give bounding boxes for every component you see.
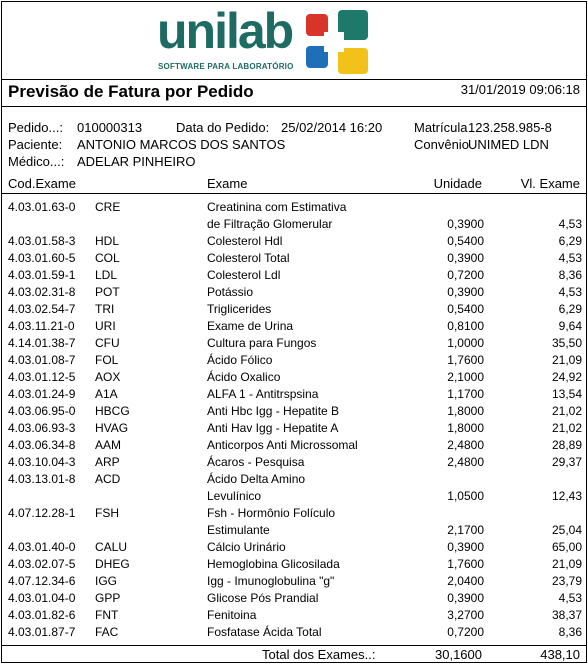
exam-valor: 9,64 xyxy=(558,319,582,333)
exam-valor: 13,54 xyxy=(551,387,582,401)
exam-code: 4.03.02.31-8 xyxy=(8,285,76,299)
exam-unidade: 3,2700 xyxy=(447,608,484,622)
exam-valor: 25,04 xyxy=(551,523,582,537)
header-rule xyxy=(2,79,586,80)
table-row xyxy=(2,488,587,505)
exam-unidade: 1,7600 xyxy=(447,353,484,367)
exam-name: Ácaros - Pesquisa xyxy=(207,455,305,469)
medico-value: ADELAR PINHEIRO xyxy=(77,154,196,169)
exam-mnemonic: FNT xyxy=(95,608,119,622)
exam-unidade: 1,0500 xyxy=(447,489,484,503)
exam-mnemonic: COL xyxy=(95,251,120,265)
exam-code: 4.03.06.93-3 xyxy=(8,421,76,435)
table-row xyxy=(2,352,587,369)
exam-code: 4.03.01.60-5 xyxy=(8,251,76,265)
col-header-code: Cod.Exame xyxy=(8,176,76,191)
table-row xyxy=(2,420,587,437)
exam-name: Hemoglobina Glicosilada xyxy=(207,557,340,571)
exam-code: 4.07.12.34-6 xyxy=(8,574,76,588)
table-row xyxy=(2,437,587,454)
exam-code: 4.03.02.07-5 xyxy=(8,557,76,571)
exam-name: Triglicerides xyxy=(207,302,272,316)
table-row xyxy=(2,386,587,403)
exam-unidade: 0,5400 xyxy=(447,234,484,248)
exam-name: Colesterol Hdl xyxy=(207,234,283,248)
table-row xyxy=(2,539,587,556)
exam-valor: 6,29 xyxy=(558,234,582,248)
data-pedido-label: Data do Pedido: xyxy=(176,120,270,135)
exam-name: ALFA 1 - Antitrspsina xyxy=(207,387,319,401)
exam-code: 4.03.13.01-8 xyxy=(8,472,76,486)
exam-name: Fosfatase Ácida Total xyxy=(207,625,322,639)
exam-mnemonic: HDL xyxy=(95,234,120,248)
table-row xyxy=(2,590,587,607)
table-row xyxy=(2,471,587,488)
exam-name: Fsh - Hormônio Folículo xyxy=(207,506,336,520)
exam-valor: 21,09 xyxy=(551,353,582,367)
exam-valor: 21,02 xyxy=(551,404,582,418)
exam-mnemonic: HVAG xyxy=(95,421,129,435)
exam-table-body xyxy=(2,199,587,641)
total-label: Total dos Exames..: xyxy=(262,647,376,662)
exam-valor: 6,29 xyxy=(558,302,582,316)
table-row xyxy=(2,369,587,386)
pedido-label: Pedido...: xyxy=(8,120,63,135)
paciente-value: ANTONIO MARCOS DOS SANTOS xyxy=(77,137,286,152)
exam-code: 4.03.10.04-3 xyxy=(8,455,76,469)
table-row xyxy=(2,335,587,352)
exam-valor: 28,89 xyxy=(551,438,582,452)
exam-code: 4.03.01.59-1 xyxy=(8,268,76,282)
exam-name: Levulínico xyxy=(207,489,262,503)
exam-name: Anticorpos Anti Microssomal xyxy=(207,438,358,452)
exam-name: Colesterol Total xyxy=(207,251,290,265)
exam-unidade: 0,3900 xyxy=(447,217,484,231)
unilab-logo xyxy=(152,3,382,78)
exam-name: Anti Hav Igg - Hepatite A xyxy=(207,421,339,435)
exam-mnemonic: IGG xyxy=(95,574,118,588)
table-row xyxy=(2,454,587,471)
exam-name: Colesterol Ldl xyxy=(207,268,281,282)
exam-valor: 38,37 xyxy=(551,608,582,622)
exam-mnemonic: LDL xyxy=(95,268,118,282)
exam-unidade: 2,4800 xyxy=(447,438,484,452)
exam-code: 4.03.01.82-6 xyxy=(8,608,76,622)
exam-code: 4.03.11.21-0 xyxy=(8,319,75,333)
exam-valor: 21,02 xyxy=(551,421,582,435)
convenio-label: Convênio xyxy=(414,137,469,152)
exam-unidade: 2,4800 xyxy=(447,455,484,469)
exam-name: Creatinina com Estimativa xyxy=(207,200,347,214)
exam-valor: 8,36 xyxy=(558,268,582,282)
table-row xyxy=(2,301,587,318)
table-row xyxy=(2,522,587,539)
exam-mnemonic: AOX xyxy=(95,370,121,384)
exam-code: 4.03.01.24-9 xyxy=(8,387,76,401)
exam-unidade: 0,7200 xyxy=(447,268,484,282)
exam-valor: 4,53 xyxy=(558,217,582,231)
exam-name: Cultura para Fungos xyxy=(207,336,317,350)
exam-unidade: 0,5400 xyxy=(447,302,484,316)
exam-mnemonic: FSH xyxy=(95,506,119,520)
exam-name: Potássio xyxy=(207,285,254,299)
exam-name: Ácido Delta Amino xyxy=(207,472,306,486)
exam-mnemonic: CALU xyxy=(95,540,128,554)
exam-code: 4.07.12.28-1 xyxy=(8,506,76,520)
table-row xyxy=(2,318,587,335)
exam-valor: 8,36 xyxy=(558,625,582,639)
exam-mnemonic: FAC xyxy=(95,625,119,639)
exam-code: 4.03.06.34-8 xyxy=(8,438,76,452)
exam-unidade: 1,1700 xyxy=(447,387,484,401)
exam-code: 4.03.01.58-3 xyxy=(8,234,76,248)
exam-valor: 29,37 xyxy=(551,455,582,469)
exam-code: 4.03.01.12-5 xyxy=(8,370,76,384)
table-row xyxy=(2,505,587,522)
exam-mnemonic: URI xyxy=(95,319,116,333)
data-pedido-value: 25/02/2014 16:20 xyxy=(281,120,383,135)
exam-unidade: 1,0000 xyxy=(447,336,484,350)
total-rule xyxy=(2,645,586,646)
exam-name: Ácido Fólico xyxy=(207,353,273,367)
exam-valor: 4,53 xyxy=(558,591,582,605)
exam-mnemonic: HBCG xyxy=(95,404,130,418)
logo-cross-icon xyxy=(304,10,374,76)
title-rule xyxy=(2,106,586,107)
table-row xyxy=(2,284,587,301)
exam-valor: 65,00 xyxy=(551,540,582,554)
exam-mnemonic: GPP xyxy=(95,591,121,605)
exam-valor: 24,92 xyxy=(551,370,582,384)
exam-valor: 12,43 xyxy=(551,489,582,503)
exam-unidade: 0,8100 xyxy=(447,319,484,333)
table-row xyxy=(2,199,587,216)
report-title: Previsão de Fatura por Pedido xyxy=(8,82,254,101)
exam-valor: 4,53 xyxy=(558,251,582,265)
matricula-value: 123.258.985-8 xyxy=(468,120,552,135)
pedido-value: 010000313 xyxy=(77,120,143,135)
exam-code: 4.03.06.95-0 xyxy=(8,404,76,418)
exam-name: Glicose Pós Prandial xyxy=(207,591,319,605)
exam-valor: 23,79 xyxy=(551,574,582,588)
medico-label: Médico...: xyxy=(8,154,65,169)
exam-mnemonic: POT xyxy=(95,285,120,299)
exam-mnemonic: ARP xyxy=(95,455,120,469)
exam-valor: 21,09 xyxy=(551,557,582,571)
col-header-unidade: Unidade xyxy=(433,176,482,191)
col-header-valor: Vl. Exame xyxy=(520,176,580,191)
table-header-rule xyxy=(2,193,586,194)
table-row xyxy=(2,233,587,250)
table-row xyxy=(2,556,587,573)
exam-name: Fenitoina xyxy=(207,608,257,622)
paciente-label: Paciente: xyxy=(8,137,63,152)
exam-unidade: 2,1000 xyxy=(447,370,484,384)
exam-name: Estimulante xyxy=(207,523,270,537)
logo-tagline: SOFTWARE PARA LABORATÓRIO xyxy=(158,62,294,71)
total-unidade: 30,1600 xyxy=(435,647,482,662)
total-valor: 438,10 xyxy=(540,647,580,662)
exam-unidade: 1,7600 xyxy=(447,557,484,571)
table-row xyxy=(2,267,587,284)
exam-code: 4.03.01.63-0 xyxy=(8,200,76,214)
exam-mnemonic: CRE xyxy=(95,200,121,214)
exam-unidade: 0,3900 xyxy=(447,540,484,554)
exam-name: Ácido Oxalico xyxy=(207,370,281,384)
exam-unidade: 0,3900 xyxy=(447,251,484,265)
col-header-exame: Exame xyxy=(207,176,248,191)
exam-unidade: 0,3900 xyxy=(447,285,484,299)
report-datetime: 31/01/2019 09:06:18 xyxy=(460,82,580,97)
exam-name: de Filtração Glomerular xyxy=(207,217,333,231)
exam-unidade: 1,8000 xyxy=(447,404,484,418)
exam-code: 4.03.01.40-0 xyxy=(8,540,76,554)
exam-unidade: 2,0400 xyxy=(447,574,484,588)
exam-valor: 35,50 xyxy=(551,336,582,350)
exam-name: Igg - Imunoglobulina "g" xyxy=(207,574,335,588)
exam-mnemonic: TRI xyxy=(95,302,115,316)
table-row xyxy=(2,624,587,641)
exam-unidade: 0,3900 xyxy=(447,591,484,605)
exam-name: Anti Hbc Igg - Hepatite B xyxy=(207,404,340,418)
table-row xyxy=(2,607,587,624)
exam-mnemonic: A1A xyxy=(95,387,118,401)
exam-mnemonic: CFU xyxy=(95,336,120,350)
exam-code: 4.14.01.38-7 xyxy=(8,336,76,350)
exam-unidade: 2,1700 xyxy=(447,523,484,537)
exam-name: Cálcio Urinário xyxy=(207,540,286,554)
exam-valor: 4,53 xyxy=(558,285,582,299)
exam-mnemonic: FOL xyxy=(95,353,119,367)
exam-code: 4.03.02.54-7 xyxy=(8,302,76,316)
exam-unidade: 0,7200 xyxy=(447,625,484,639)
table-row xyxy=(2,250,587,267)
exam-unidade: 1,8000 xyxy=(447,421,484,435)
table-row xyxy=(2,403,587,420)
exam-name: Exame de Urina xyxy=(207,319,294,333)
convenio-value: UNIMED LDN xyxy=(468,137,549,152)
exam-code: 4.03.01.04-0 xyxy=(8,591,76,605)
matricula-label: Matrícula xyxy=(414,120,468,135)
table-row xyxy=(2,216,587,233)
table-row xyxy=(2,573,587,590)
exam-code: 4.03.01.08-7 xyxy=(8,353,76,367)
exam-mnemonic: ACD xyxy=(95,472,121,486)
exam-mnemonic: DHEG xyxy=(95,557,130,571)
exam-mnemonic: AAM xyxy=(95,438,122,452)
report-page xyxy=(1,1,587,663)
exam-code: 4.03.01.87-7 xyxy=(8,625,76,639)
logo-wordmark: unilab xyxy=(157,3,293,59)
